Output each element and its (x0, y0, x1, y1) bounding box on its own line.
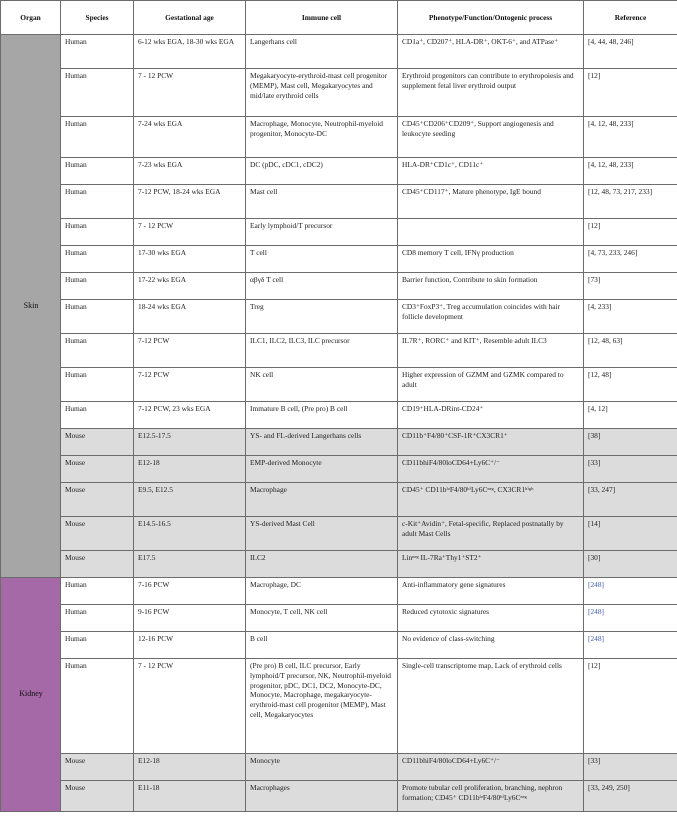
header-organ: Organ (1, 1, 61, 35)
species-cell: Human (61, 158, 134, 185)
gestational-age-cell: 7-16 PCW (134, 578, 246, 605)
immune-cell-cell: ILC2 (246, 551, 398, 578)
reference-text: [12, 48] (588, 370, 612, 379)
immune-cell-cell: B cell (246, 632, 398, 659)
reference-text: [33, 247] (588, 485, 616, 494)
reference-text: [12] (588, 221, 601, 230)
reference-text: [33] (588, 756, 601, 765)
species-cell: Human (61, 334, 134, 368)
gestational-age-cell: 7 - 12 PCW (134, 69, 246, 117)
immune-cell-cell: Macrophage, Monocyte, Neutrophil-myeloid progenitor, Monocyte-DC (246, 117, 398, 158)
gestational-age-cell: 7 - 12 PCW (134, 659, 246, 754)
phenotype-cell: CD19⁺HLA-DRint-CD24⁺ (398, 402, 584, 429)
reference-cell (584, 632, 677, 659)
gestational-age-cell: 7-12 PCW, 23 wks EGA (134, 402, 246, 429)
immune-cell-cell: YS- and FL-derived Langerhans cells (246, 429, 398, 456)
immune-cell-cell: NK cell (246, 368, 398, 402)
species-cell: Human (61, 69, 134, 117)
reference-text: [12, 48, 63] (588, 336, 623, 345)
phenotype-cell: Higher expression of GZMM and GZMK compared to adult (398, 368, 584, 402)
immune-cell-cell: T cell (246, 246, 398, 273)
phenotype-cell: No evidence of class-switching (398, 632, 584, 659)
reference-cell (584, 185, 677, 219)
gestational-age-cell: 7-24 wks EGA (134, 117, 246, 158)
reference-text: [4, 12, 48, 233] (588, 160, 634, 169)
reference-cell (584, 368, 677, 402)
reference-cell (584, 158, 677, 185)
table-row (1, 632, 677, 659)
table-row (1, 368, 677, 402)
reference-cell (584, 69, 677, 117)
table-row (1, 185, 677, 219)
table-row (1, 659, 677, 754)
table-row (1, 429, 677, 456)
immune-cell-cell: Macrophages (246, 781, 398, 812)
gestational-age-cell: 7 - 12 PCW (134, 219, 246, 246)
gestational-age-cell: E14.5-16.5 (134, 517, 246, 551)
table-row (1, 456, 677, 483)
reference-cell (584, 578, 677, 605)
immune-cell-cell: (Pre pro) B cell, ILC precursor, Early lymphoid/T precursor, NK, Neutrophil-myeloid progenitor, pDC, DC1, DC2, Monocyte-DC, Monocyte, Macrophage, megakaryocyte-erythroid-mast cell progenitor (MEMP), Mast cell, Megakaryocytes (246, 659, 398, 754)
header-row (1, 1, 677, 35)
gestational-age-cell: 6-12 wks EGA, 18-30 wks EGA (134, 35, 246, 69)
table-row (1, 246, 677, 273)
species-cell: Human (61, 300, 134, 334)
immune-cell-cell: αβγδ T cell (246, 273, 398, 300)
organ-cell: Skin (1, 35, 61, 578)
table-row (1, 551, 677, 578)
phenotype-cell: Anti-inflammatory gene signatures (398, 578, 584, 605)
reference-text: [12, 48, 73, 217, 233] (588, 187, 653, 196)
reference-cell (584, 402, 677, 429)
table-row (1, 300, 677, 334)
header-phenotype: Phenotype/Function/Ontogenic process (398, 1, 584, 35)
reference-cell (584, 483, 677, 517)
immune-cell-cell: YS-derived Mast Cell (246, 517, 398, 551)
species-cell: Human (61, 632, 134, 659)
reference-cell (584, 551, 677, 578)
phenotype-cell: Promote tubular cell proliferation, branching, nephron formation; CD45⁺ CD11bˡᵒF4/80ʰⁱLy6Cⁿᵉᵍ (398, 781, 584, 812)
immune-cell-cell: Treg (246, 300, 398, 334)
reference-cell (584, 273, 677, 300)
reference-text[interactable]: [248] (588, 607, 605, 616)
table-row (1, 158, 677, 185)
reference-text: [38] (588, 431, 601, 440)
header-gestational-age: Gestational age (134, 1, 246, 35)
gestational-age-cell: 7-23 wks EGA (134, 158, 246, 185)
reference-text: [30] (588, 553, 601, 562)
gestational-age-cell: E12-18 (134, 456, 246, 483)
immune-cell-cell: Langerhans cell (246, 35, 398, 69)
reference-text[interactable]: [248] (588, 634, 605, 643)
table-row (1, 69, 677, 117)
table-row (1, 334, 677, 368)
phenotype-cell: CD3⁺FoxP3⁺, Treg accumulation coincides with hair follicle development (398, 300, 584, 334)
immune-cell-cell: ILC1, ILC2, ILC3, ILC precursor (246, 334, 398, 368)
gestational-age-cell: 17-22 wks EGA (134, 273, 246, 300)
reference-cell (584, 117, 677, 158)
gestational-age-cell: 9-16 PCW (134, 605, 246, 632)
table-row (1, 219, 677, 246)
immune-cell-cell: Macrophage, DC (246, 578, 398, 605)
phenotype-cell: CD45⁺CD206⁺CD209⁺, Support angiogenesis and leukocyte seeding (398, 117, 584, 158)
header-reference: Reference (584, 1, 677, 35)
gestational-age-cell: 7-12 PCW (134, 334, 246, 368)
header-species: Species (61, 1, 134, 35)
table-row (1, 402, 677, 429)
species-cell: Human (61, 219, 134, 246)
gestational-age-cell: 18-24 wks EGA (134, 300, 246, 334)
reference-text: [4, 12, 48, 233] (588, 119, 634, 128)
immune-cell-cell: Monocyte (246, 754, 398, 781)
table-row (1, 605, 677, 632)
header-immune-cell: Immune cell (246, 1, 398, 35)
reference-cell (584, 517, 677, 551)
species-cell: Human (61, 402, 134, 429)
reference-cell (584, 246, 677, 273)
phenotype-cell: IL7R⁺, RORC⁺ and KIT⁺, Resemble adult ILC3 (398, 334, 584, 368)
reference-cell (584, 659, 677, 754)
species-cell: Human (61, 578, 134, 605)
reference-cell (584, 334, 677, 368)
reference-text: [4, 44, 48, 246] (588, 37, 634, 46)
species-cell: Mouse (61, 483, 134, 517)
reference-cell (584, 300, 677, 334)
species-cell: Human (61, 605, 134, 632)
immune-cell-cell: Immature B cell, (Pre pro) B cell (246, 402, 398, 429)
reference-cell (584, 35, 677, 69)
phenotype-cell: Linⁿᵉᵍ IL-7Ra⁺Thy1⁺ST2⁺ (398, 551, 584, 578)
reference-text: [4, 73, 233, 246] (588, 248, 638, 257)
phenotype-cell: Reduced cytotoxic signatures (398, 605, 584, 632)
gestational-age-cell: 17-30 wks EGA (134, 246, 246, 273)
phenotype-cell: CD11bhiF4/80loCD64+Ly6C⁺/⁻ (398, 754, 584, 781)
table-row (1, 578, 677, 605)
table-row (1, 117, 677, 158)
species-cell: Human (61, 246, 134, 273)
immune-cell-cell: Mast cell (246, 185, 398, 219)
table-row (1, 781, 677, 812)
phenotype-cell: CD11bhiF4/80loCD64+Ly6C⁺/⁻ (398, 456, 584, 483)
reference-cell (584, 754, 677, 781)
immune-cell-cell: Early lymphoid/T precursor (246, 219, 398, 246)
immune-cell-cell: Monocyte, T cell, NK cell (246, 605, 398, 632)
gestational-age-cell: 7-12 PCW (134, 368, 246, 402)
reference-cell (584, 605, 677, 632)
species-cell: Mouse (61, 429, 134, 456)
reference-cell (584, 429, 677, 456)
gestational-age-cell: E12.5-17.5 (134, 429, 246, 456)
reference-text: [4, 12] (588, 404, 608, 413)
species-cell: Human (61, 117, 134, 158)
species-cell: Human (61, 368, 134, 402)
organ-cell: Kidney (1, 578, 61, 812)
phenotype-cell: CD45⁺CD117⁺, Mature phenotype, IgE bound (398, 185, 584, 219)
immune-cell-cell: EMP-derived Monocyte (246, 456, 398, 483)
phenotype-cell: CD1a⁺, CD207⁺, HLA-DR⁺, OKT-6⁺, and ATPase⁺ (398, 35, 584, 69)
species-cell: Human (61, 185, 134, 219)
table-row (1, 754, 677, 781)
phenotype-cell: c-Kit⁺Avidin⁺, Fetal-specific, Replaced postnatally by adult Mast Cells (398, 517, 584, 551)
gestational-age-cell: E17.5 (134, 551, 246, 578)
species-cell: Mouse (61, 517, 134, 551)
species-cell: Mouse (61, 551, 134, 578)
species-cell: Mouse (61, 456, 134, 483)
gestational-age-cell: 7-12 PCW, 18-24 wks EGA (134, 185, 246, 219)
phenotype-cell: CD45⁺ CD11bˡᵒF4/80ʰⁱLy6Cⁿᵉᵍ, CX3CR1ʰⁱᵍʰ (398, 483, 584, 517)
phenotype-cell: Barrier function, Contribute to skin formation (398, 273, 584, 300)
species-cell: Mouse (61, 781, 134, 812)
reference-text: [33] (588, 458, 601, 467)
immune-cell-cell: DC (pDC, cDC1, cDC2) (246, 158, 398, 185)
phenotype-cell (398, 219, 584, 246)
gestational-age-cell: E11-18 (134, 781, 246, 812)
reference-text: [12] (588, 71, 601, 80)
phenotype-cell: Erythroid progenitors can contribute to erythropoiesis and supplement fetal liver erythroid output (398, 69, 584, 117)
phenotype-cell: CD11b⁺F4/80⁺CSF-1R⁺CX3CR1⁺ (398, 429, 584, 456)
reference-cell (584, 219, 677, 246)
immune-cell-cell: Megakaryocyte-erythroid-mast cell progenitor (MEMP), Mast cell, Megakaryocytes and mid/late erythroid cells (246, 69, 398, 117)
reference-text: [33, 249, 250] (588, 783, 630, 792)
reference-text: [14] (588, 519, 601, 528)
reference-text[interactable]: [248] (588, 580, 605, 589)
table-row (1, 35, 677, 69)
species-cell: Mouse (61, 754, 134, 781)
reference-cell (584, 781, 677, 812)
gestational-age-cell: E9.5, E12.5 (134, 483, 246, 517)
phenotype-cell: HLA-DR⁺CD1c⁺, CD11c⁺ (398, 158, 584, 185)
table-row (1, 483, 677, 517)
table-body (1, 35, 677, 812)
species-cell: Human (61, 273, 134, 300)
phenotype-cell: Single-cell transcriptome map, Lack of erythroid cells (398, 659, 584, 754)
table-row (1, 273, 677, 300)
table-row (1, 517, 677, 551)
reference-cell (584, 456, 677, 483)
reference-text: [12] (588, 661, 601, 670)
reference-text: [73] (588, 275, 601, 284)
species-cell: Human (61, 659, 134, 754)
immune-cell-cell: Macrophage (246, 483, 398, 517)
gestational-age-cell: 12-16 PCW (134, 632, 246, 659)
reference-text: [4, 233] (588, 302, 612, 311)
gestational-age-cell: E12-18 (134, 754, 246, 781)
species-cell: Human (61, 35, 134, 69)
phenotype-cell: CD8 memory T cell, IFNγ production (398, 246, 584, 273)
